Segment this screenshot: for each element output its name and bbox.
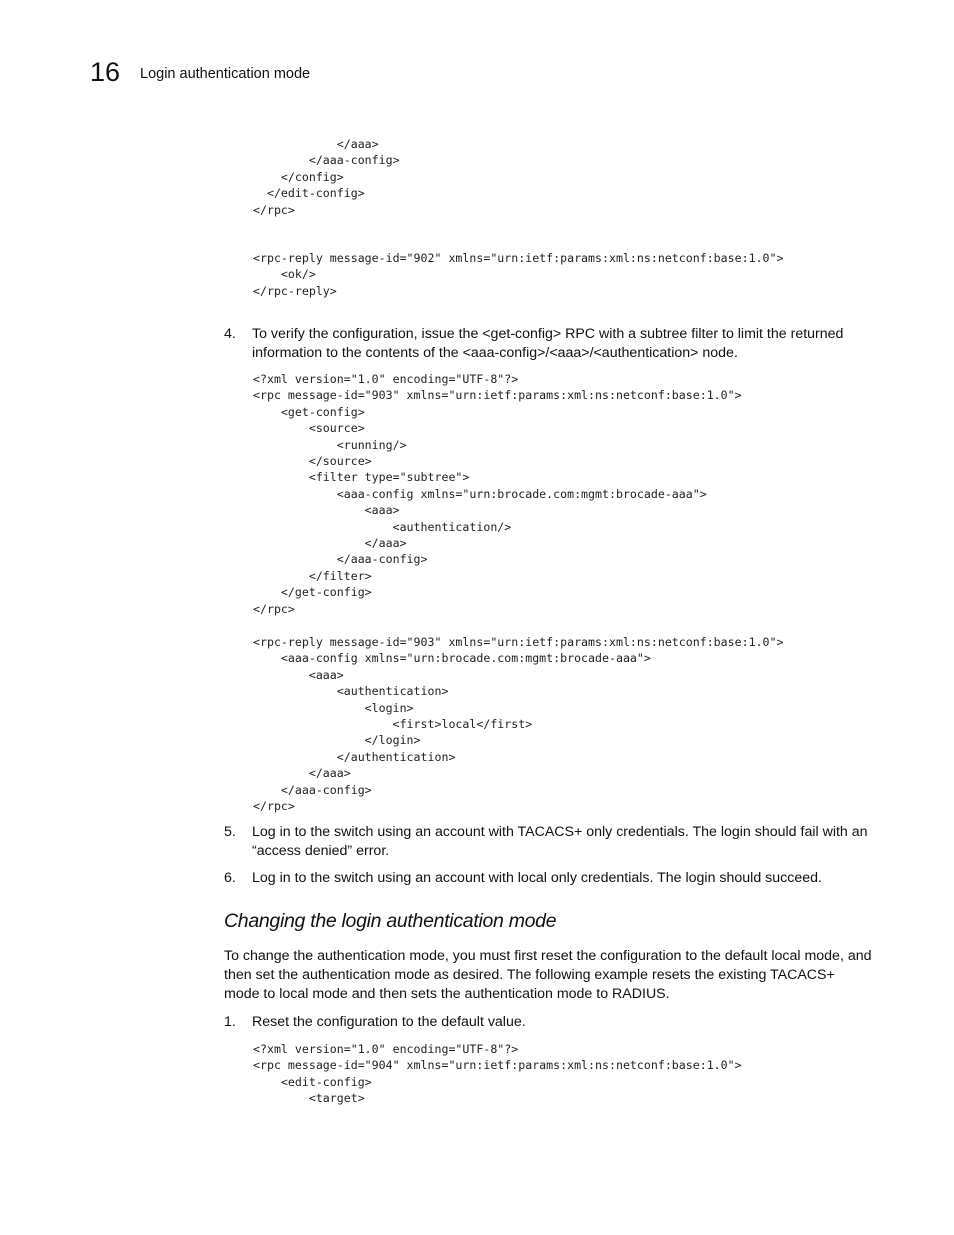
code-block-edit-config-904: <?xml version="1.0" encoding="UTF-8"?> <rpc message-id="904" xmlns="urn:ietf:params:xml:ns:netconf:base:1.0"> <edit-config> <target> xyxy=(253,1042,742,1106)
step-1 xyxy=(224,1013,874,1032)
code-block-get-config-903: <?xml version="1.0" encoding="UTF-8"?> <rpc message-id="903" xmlns="urn:ietf:params:xml:ns:netconf:base:1.0"> <get-config> <source> <running/> </source> <filter type="subtree"> <aaa-config xmlns="urn:brocade.com:mgmt:brocade-aaa"> <aaa> <authentication/> </aaa> </aaa-config> </filter> </get-config> </rpc> xyxy=(253,372,742,616)
section-heading: Changing the login authentication mode xyxy=(224,910,557,932)
code-block-edit-config-end: </aaa> </aaa-config> </config> </edit-config> </rpc> xyxy=(253,137,400,217)
step-number: 6. xyxy=(224,870,236,886)
step-text: To verify the configuration, issue the <get-config> RPC with a subtree filter to limit the returned information to the contents of the <aaa-config>/<aaa>/<authentication> node. xyxy=(252,326,844,361)
step-4 xyxy=(224,325,874,362)
step-text: Log in to the switch using an account with local only credentials. The login should succeed. xyxy=(252,870,822,886)
code-block-rpc-reply-902: <rpc-reply message-id="902" xmlns="urn:ietf:params:xml:ns:netconf:base:1.0"> <ok/> </rpc-reply> xyxy=(253,251,784,298)
section-paragraph: To change the authentication mode, you must first reset the configuration to the default local mode, and then set the authentication mode as desired. The following example resets the existing TACACS+ mode to local mode and then sets the authentication mode to RADIUS. xyxy=(224,948,872,1002)
step-number: 1. xyxy=(224,1014,236,1030)
step-text: Log in to the switch using an account with TACACS+ only credentials. The login should fail with an “access denied” error. xyxy=(252,824,868,859)
chapter-number: 16 xyxy=(90,57,121,87)
header-title: Login authentication mode xyxy=(140,66,311,82)
step-text: Reset the configuration to the default value. xyxy=(252,1014,526,1030)
step-number: 4. xyxy=(224,326,236,342)
step-5 xyxy=(224,823,874,860)
step-number: 5. xyxy=(224,824,236,840)
step-6 xyxy=(224,869,874,888)
code-block-rpc-reply-903: <rpc-reply message-id="903" xmlns="urn:ietf:params:xml:ns:netconf:base:1.0"> <aaa-config xmlns="urn:brocade.com:mgmt:brocade-aaa"> <aaa> <authentication> <login> <first>local</first> </login> </authentication> </aaa> </aaa-config> </rpc> xyxy=(253,635,784,814)
